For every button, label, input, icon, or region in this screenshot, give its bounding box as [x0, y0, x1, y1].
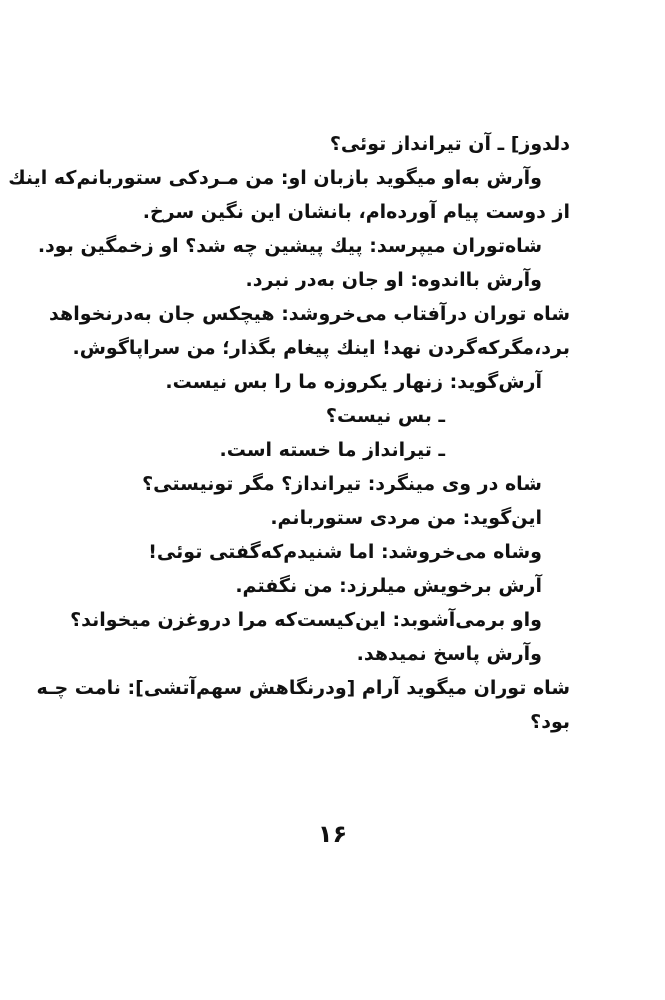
text-line: برد،مگرکه‌گردن نهد! اینك پیغام بگذار؛ من سراپاگوش. — [72, 337, 570, 359]
text-line: وآرش بااندوه: او جان به‌در نبرد. — [245, 269, 542, 291]
text-line: آرش برخویش میلرزد: من نگفتم. — [235, 575, 542, 597]
text-line: آرش‌گوید: زنهار یکروزه ما را بس نیست. — [165, 371, 542, 393]
text-line: شاه‌توران میپرسد: پیك پیشین چه شد؟ او زخمگین بود. — [37, 235, 542, 257]
text-line: واو برمی‌آشوبد: این‌کیست‌که مرا دروغزن میخواند؟ — [70, 609, 542, 631]
text-line: شاه توران میگوید آرام [ودرنگاهش سهم‌آتشی]: نامت چـه — [36, 677, 570, 699]
text-line: بود؟ — [530, 711, 570, 733]
text-line: شاه در وی مینگرد: تیرانداز؟ مگر تونیستی؟ — [142, 473, 542, 495]
text-line: شاه توران درآفتاب می‌خروشد: هیچکس جان به‌درنخواهد — [49, 303, 570, 325]
body-text — [8, 127, 570, 739]
page-number: ۱۶ — [317, 820, 348, 848]
text-line: ـ بس نیست؟ — [325, 405, 445, 427]
text-line: ـ تیرانداز ما خسته است. — [219, 439, 445, 461]
text-line: از دوست پیام آورده‌ام، بانشان این نگین سرخ. — [142, 201, 570, 223]
text-line: وآرش پاسخ نمیدهد. — [356, 643, 542, 665]
text-line: وشاه می‌خروشد: اما شنیدم‌که‌گفتی توئی! — [148, 541, 542, 563]
text-line: وآرش به‌او میگوید بازبان او: من مـردکی ستوربانم‌که اینك — [8, 167, 542, 189]
text-line: دلدوز] ـ آن تیرانداز توئی؟ — [329, 133, 570, 155]
text-line: این‌گوید: من مردی ستوربانم. — [270, 507, 542, 529]
